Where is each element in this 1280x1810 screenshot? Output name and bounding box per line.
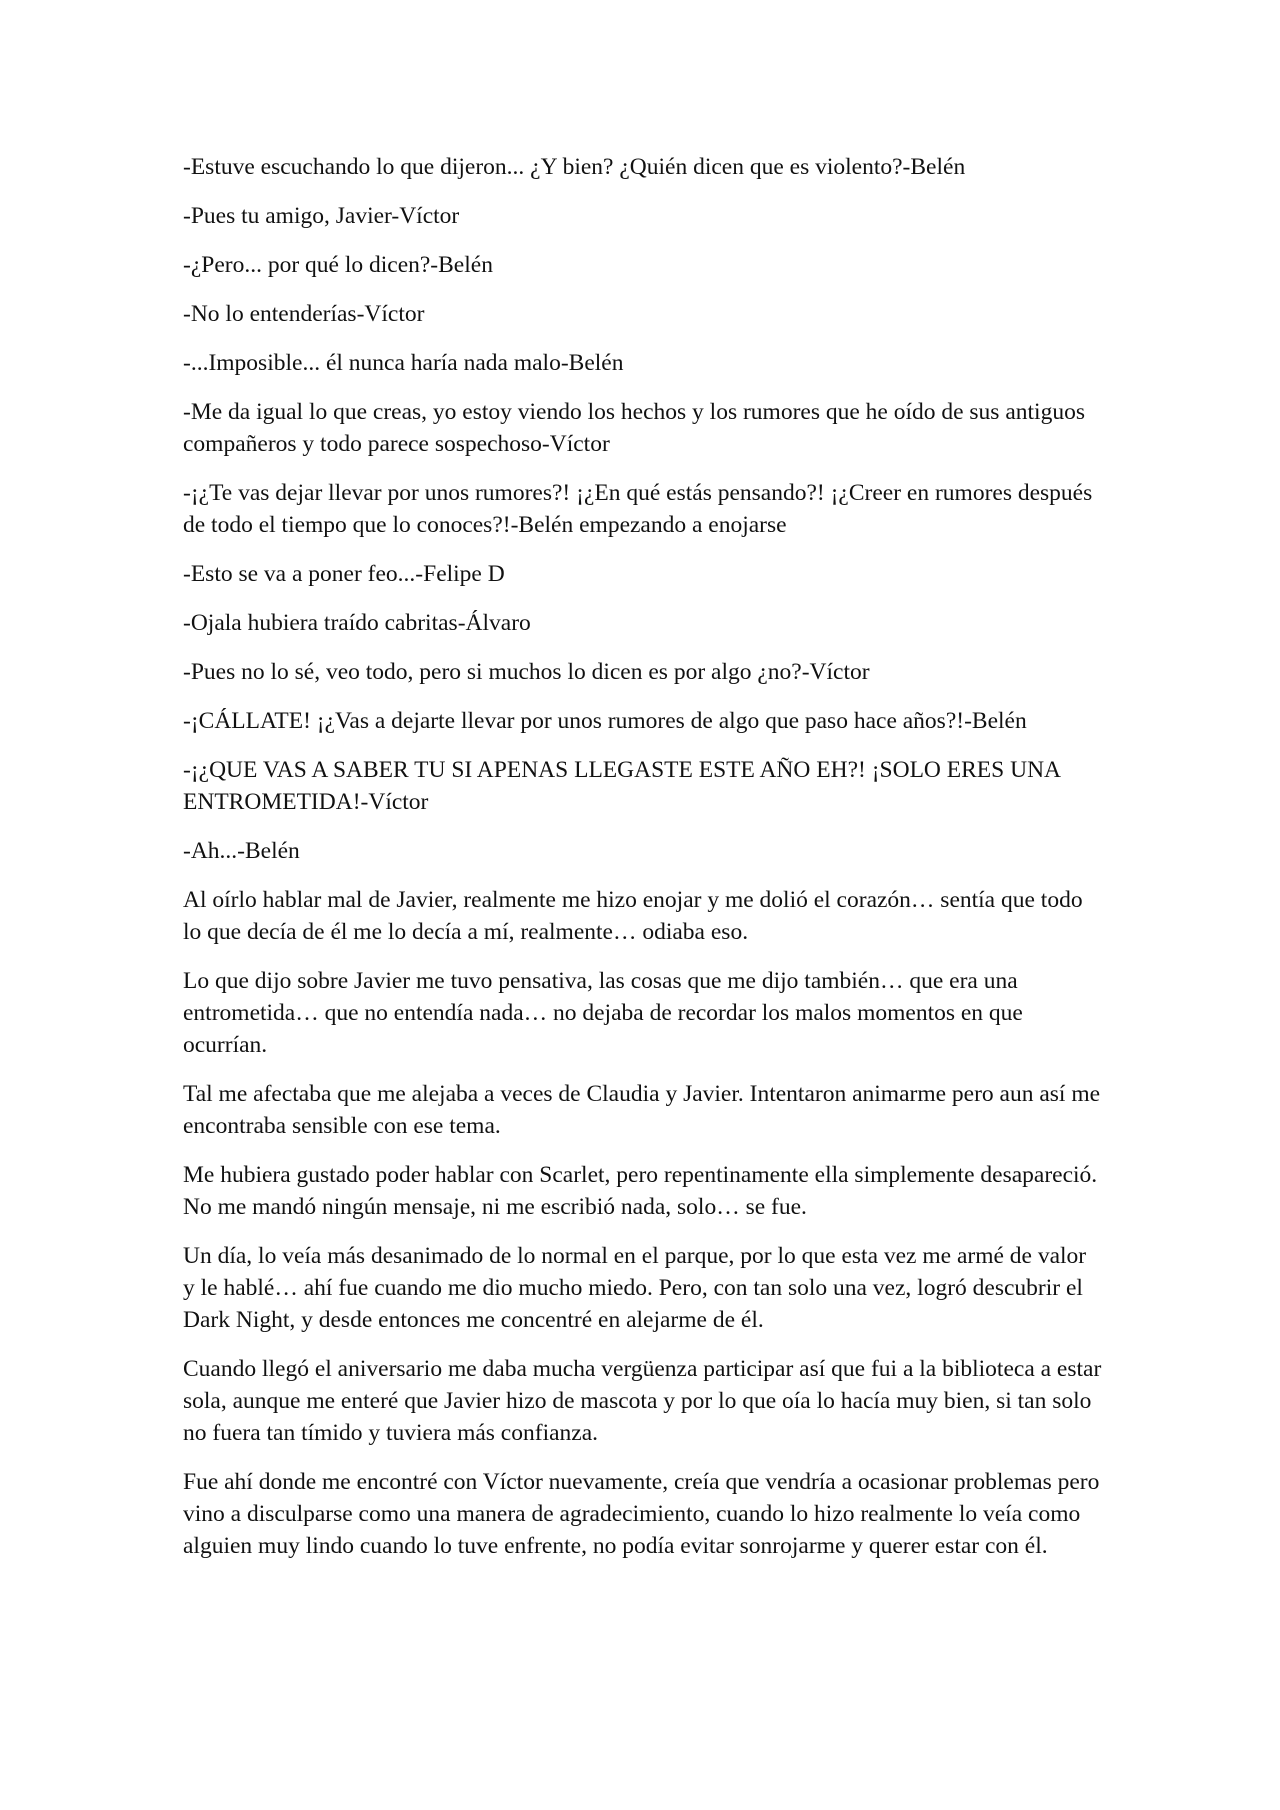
dialogue-line: -¿Pero... por qué lo dicen?-Belén <box>183 252 493 278</box>
dialogue-line: -Ojala hubiera traído cabritas-Álvaro <box>183 610 531 636</box>
document-page <box>183 151 1103 1579</box>
dialogue-line: -Pues no lo sé, veo todo, pero si muchos lo dicen es por algo ¿no?-Víctor <box>183 659 870 685</box>
narrative-paragraph: Al oírlo hablar mal de Javier, realmente me hizo enojar y me dolió el corazón… sentía que todo lo que decía de él me lo decía a mí, realmente… odiaba eso. <box>183 887 1083 945</box>
dialogue-line: -Estuve escuchando lo que dijeron... ¿Y bien? ¿Quién dicen que es violento?-Belén <box>183 154 966 180</box>
dialogue-line: -¡CÁLLATE! ¡¿Vas a dejarte llevar por unos rumores de algo que paso hace años?!-Belén <box>183 708 1027 734</box>
dialogue-line: -¡¿QUE VAS A SABER TU SI APENAS LLEGASTE ESTE AÑO EH?! ¡SOLO ERES UNA ENTROMETIDA!-Víctor <box>183 757 1060 815</box>
narrative-paragraph: Un día, lo veía más desanimado de lo normal en el parque, por lo que esta vez me armé de valor y le hablé… ahí fue cuando me dio mucho miedo. Pero, con tan solo una vez, logró descubrir el Dark Night, y desde entonces me concentré en alejarme de él. <box>183 1243 1087 1333</box>
dialogue-line: -No lo entenderías-Víctor <box>183 301 425 327</box>
dialogue-line: -...Imposible... él nunca haría nada malo-Belén <box>183 350 624 376</box>
narrative-paragraph: Cuando llegó el aniversario me daba mucha vergüenza participar así que fui a la biblioteca a estar sola, aunque me enteré que Javier hizo de mascota y por lo que oía lo hacía muy bien, si tan solo no fuera tan tímido y tuviera más confianza. <box>183 1356 1102 1446</box>
dialogue-line: -Ah...-Belén <box>183 838 300 864</box>
dialogue-line: -Esto se va a poner feo...-Felipe D <box>183 561 505 587</box>
narrative-paragraph: Me hubiera gustado poder hablar con Scarlet, pero repentinamente ella simplemente desapareció. No me mandó ningún mensaje, ni me escribió nada, solo… se fue. <box>183 1162 1098 1220</box>
narrative-paragraph: Tal me afectaba que me alejaba a veces de Claudia y Javier. Intentaron animarme pero aun así me encontraba sensible con ese tema. <box>183 1081 1101 1139</box>
narrative-paragraph: Fue ahí donde me encontré con Víctor nuevamente, creía que vendría a ocasionar problemas pero vino a disculparse como una manera de agradecimiento, cuando lo hizo realmente lo veía como alguien muy lindo cuando lo tuve enfrente, no podía evitar sonrojarme y querer estar con él. <box>183 1469 1100 1559</box>
narrative-paragraph: Lo que dijo sobre Javier me tuvo pensativa, las cosas que me dijo también… que era una entrometida… que no entendía nada… no dejaba de recordar los malos momentos en que ocurrían. <box>183 968 1023 1058</box>
dialogue-line: -¡¿Te vas dejar llevar por unos rumores?! ¡¿En qué estás pensando?! ¡¿Creer en rumores después de todo el tiempo que lo conoces?!-Belén empezando a enojarse <box>183 480 1093 538</box>
dialogue-line: -Pues tu amigo, Javier-Víctor <box>183 203 460 229</box>
dialogue-line: -Me da igual lo que creas, yo estoy viendo los hechos y los rumores que he oído de sus antiguos compañeros y todo parece sospechoso-Víctor <box>183 399 1085 457</box>
